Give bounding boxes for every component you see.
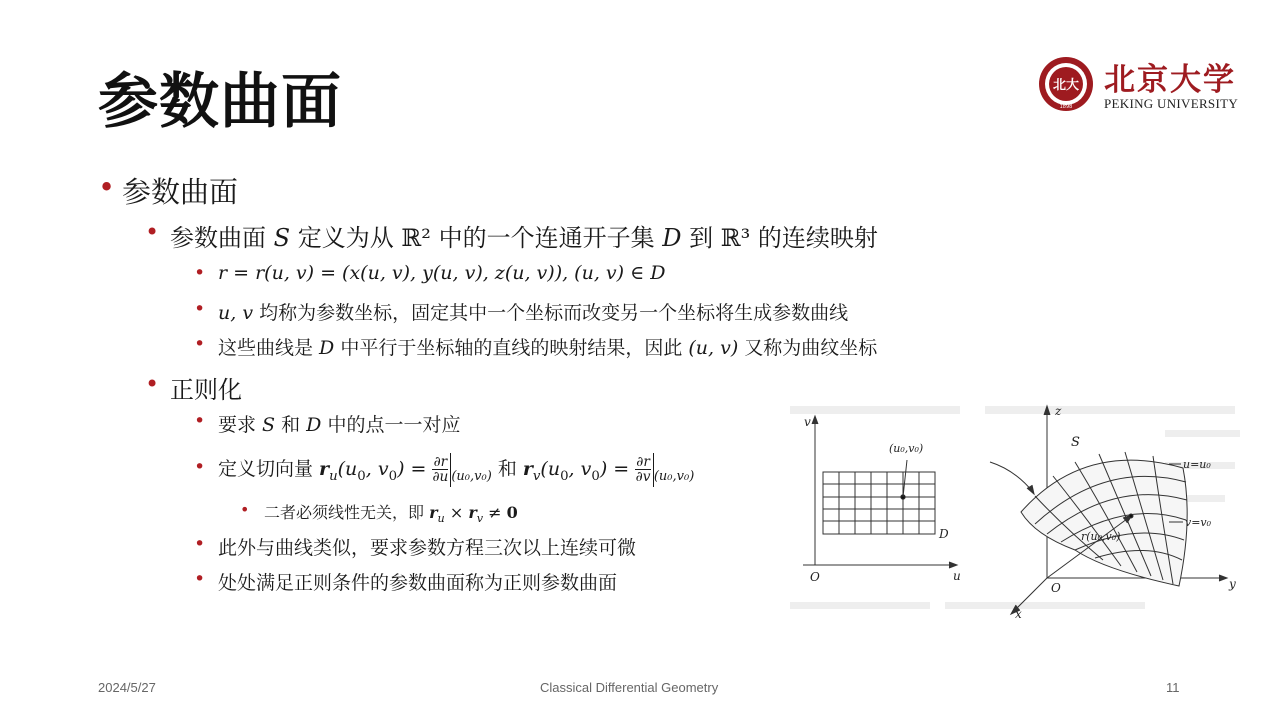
- tangent-formula: 定义切向量 $r_u(u_0$, $v_0$) = $\frac{\partial r}{\partial u}$ $_{(u_0,v_0)}$ 和 $r_v(u_0$, $v_0$) = $\frac{\partial r}{\partial v}$ $_{(u_0,v_0)}$: [218, 453, 695, 485]
- label-domain: D: [939, 527, 949, 541]
- logo-chinese-name: 北京大学: [1104, 62, 1236, 98]
- svg-text:北大: 北大: [1052, 78, 1080, 93]
- bullet-differentiability: [194, 533, 636, 560]
- label-curve-u: u=u₀: [1183, 458, 1211, 471]
- bullet-regularity: [145, 370, 242, 405]
- label-z-axis: z: [1055, 404, 1062, 418]
- label-v-axis: v: [804, 415, 811, 429]
- bullet-formula-r: [194, 262, 665, 284]
- label-x-axis: x: [1015, 607, 1022, 621]
- logo-english-name: PEKING UNIVERSITY: [1104, 96, 1239, 111]
- bullet-dot: •: [194, 298, 206, 320]
- bullet-text: 这些曲线是 D 中平行于坐标轴的直线的映射结果，因此 (u, v) 又称为曲纹坐标: [218, 337, 878, 359]
- bullet-tangent-vectors: [194, 446, 694, 496]
- bullet-dot: •: [194, 410, 206, 432]
- bullet-parametric-surface: [98, 170, 238, 211]
- formula-r: r = r(u, v) = (x(u, v), y(u, v), z(u, v)), (u, v) ∈ D: [218, 262, 666, 284]
- label-surface: S: [1071, 435, 1080, 450]
- bullet-text: 要求 S 和 D 中的点一一对应: [218, 414, 461, 436]
- bullet-dot: •: [145, 218, 160, 246]
- bullet-dot: •: [240, 500, 250, 519]
- bullet-curvilinear: [194, 333, 877, 360]
- bullet-text: 此外与曲线类似，要求参数方程三次以上连续可微: [218, 537, 637, 559]
- bullet-definition: [145, 218, 878, 253]
- bullet-dot: •: [194, 333, 206, 355]
- bullet-text: 参数曲面: [122, 175, 239, 209]
- bullet-dot: •: [194, 262, 206, 284]
- footer-page-number: 11: [1166, 680, 1180, 695]
- bullet-regular-surface: [194, 568, 617, 595]
- bullet-param-coords: [194, 298, 848, 325]
- bullet-text: 正则化: [170, 376, 242, 404]
- parametric-surface-figure: [785, 400, 1245, 625]
- footer-date: 2024/5/27: [98, 680, 156, 695]
- svg-text:1898: 1898: [1059, 104, 1073, 110]
- label-y-axis: y: [1229, 577, 1236, 591]
- university-logo: [1038, 56, 1238, 114]
- bullet-one-to-one: [194, 410, 460, 437]
- university-seal-icon: [1038, 56, 1094, 112]
- bullet-text: 处处满足正则条件的参数曲面称为正则参数曲面: [218, 572, 618, 594]
- label-right-origin: O: [1051, 581, 1061, 595]
- bullet-text: 二者必须线性无关，即 $r_u \times r_v \ne 0$: [264, 503, 518, 526]
- bullet-dot: •: [194, 568, 206, 590]
- label-curve-v: v=v₀: [1185, 516, 1212, 529]
- page-title: 参数曲面: [98, 67, 342, 137]
- label-point: (u₀,v₀): [889, 442, 924, 455]
- bullet-dot: •: [194, 456, 206, 478]
- bullet-dot: •: [145, 370, 160, 398]
- bullet-dot: •: [194, 533, 206, 555]
- label-position-vector: r(u₀,v₀): [1081, 530, 1121, 543]
- bullet-dot: •: [98, 170, 116, 204]
- partial-u-fraction: $\frac{\partial r}{\partial u}$: [432, 453, 449, 485]
- bullet-linear-independence: [240, 500, 518, 525]
- label-left-origin: O: [810, 570, 820, 584]
- partial-v-fraction: $\frac{\partial r}{\partial v}$: [635, 453, 651, 485]
- bullet-text: 参数曲面 S 定义为从 ℝ² 中的一个连通开子集 D 到 ℝ³ 的连续映射: [170, 224, 878, 252]
- label-u-axis: u: [953, 569, 961, 583]
- bullet-text: u, v 均称为参数坐标，固定其中一个坐标而改变另一个坐标将生成参数曲线: [218, 302, 849, 324]
- footer-course: Classical Differential Geometry: [540, 680, 719, 695]
